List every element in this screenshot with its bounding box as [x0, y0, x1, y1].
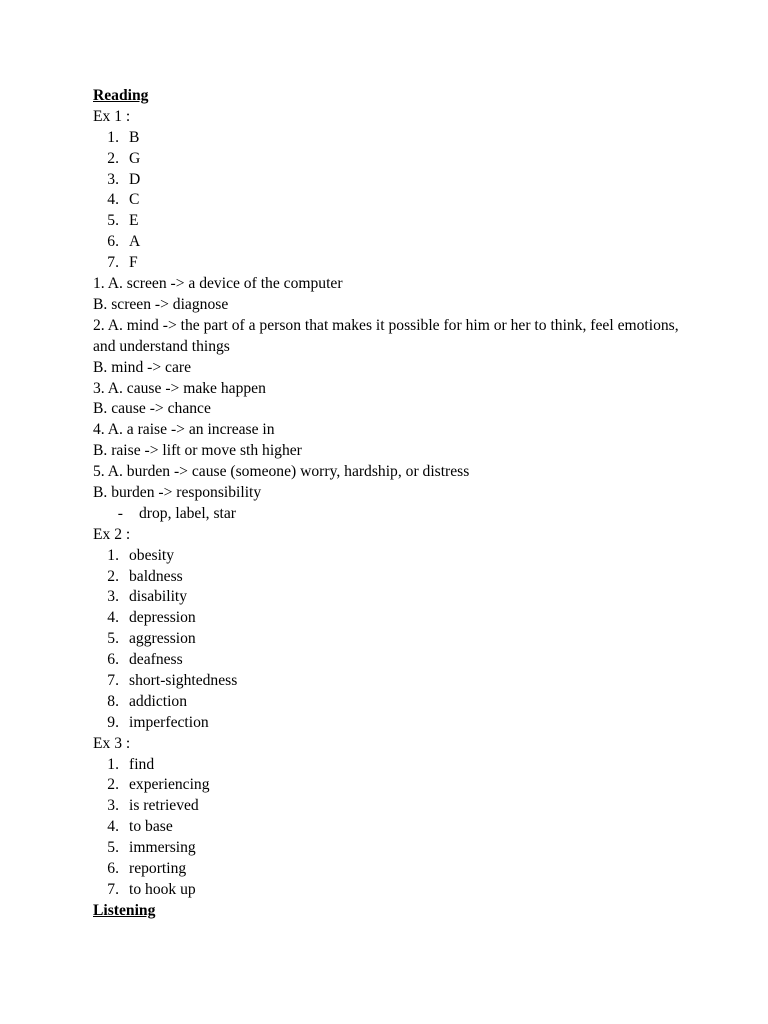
document-body	[93, 86, 683, 922]
vocab-line: 2. A. mind -> the part of a person that makes it possible for him or her to think, feel emotions, and understand things	[93, 316, 679, 355]
list-item: 2. baldness	[107, 567, 183, 585]
list-item: 7. F	[107, 254, 138, 272]
list-item: 4. depression	[107, 609, 196, 627]
list-item: 4. C	[107, 191, 140, 209]
vocab-line: 4. A. a raise -> an increase in	[93, 421, 275, 439]
vocab-line: B. mind -> care	[93, 358, 191, 376]
list-item: 3. is retrieved	[107, 797, 199, 815]
vocab-line: B. cause -> chance	[93, 400, 211, 418]
list-item: 6. A	[107, 233, 141, 251]
ex1-list	[93, 128, 683, 274]
bullet-item: - drop, label, star	[93, 504, 683, 525]
vocab-line: B. screen -> diagnose	[93, 295, 229, 313]
vocab-line: 1. A. screen -> a device of the computer	[93, 275, 343, 293]
list-item: 8. addiction	[107, 692, 188, 710]
list-item: 5. immersing	[107, 839, 196, 857]
dash-bullet: -	[117, 504, 123, 522]
ex2-list	[93, 546, 683, 734]
list-item: 5. E	[107, 212, 139, 230]
ex3-list	[93, 755, 683, 901]
list-item: 4. to base	[107, 818, 173, 836]
ex2-label: Ex 2 :	[93, 525, 131, 543]
ex3-label: Ex 3 :	[93, 734, 131, 752]
vocab-line: 5. A. burden -> cause (someone) worry, hardship, or distress	[93, 463, 470, 481]
list-item: 9. imperfection	[107, 713, 209, 731]
list-item: 6. deafness	[107, 651, 183, 669]
list-item: 2. G	[107, 149, 141, 167]
list-item: 5. aggression	[107, 630, 196, 648]
list-item: 2. experiencing	[107, 776, 210, 794]
list-item: 1. obesity	[107, 546, 175, 564]
ex1-label: Ex 1 :	[93, 107, 131, 125]
list-item: 3. D	[107, 170, 141, 188]
vocab-line: 3. A. cause -> make happen	[93, 379, 266, 397]
vocab-line: B. burden -> responsibility	[93, 483, 262, 501]
list-item: 7. short-sightedness	[107, 671, 238, 689]
reading-heading: Reading	[93, 87, 149, 104]
list-item: 3. disability	[107, 588, 188, 606]
vocab-line: B. raise -> lift or move sth higher	[93, 442, 302, 460]
listening-heading: Listening	[93, 901, 156, 919]
list-item: 6. reporting	[107, 859, 187, 877]
list-item: 1. find	[107, 755, 155, 773]
list-item: 1. B	[107, 128, 140, 146]
list-item: 7. to hook up	[107, 880, 196, 898]
